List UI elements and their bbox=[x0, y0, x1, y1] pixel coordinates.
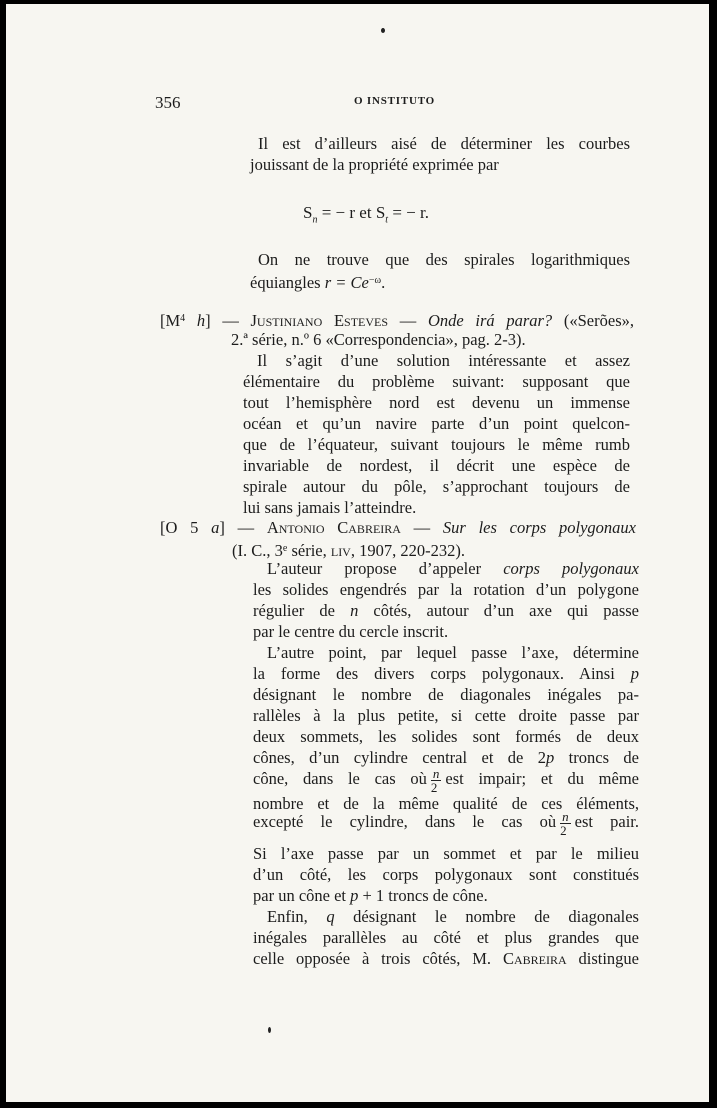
fraction-n-over-2-second: $\frac{n}{2}$ bbox=[560, 808, 569, 838]
entry1-body-2: élémentaire du problème suivant: supposant que bbox=[243, 372, 630, 391]
entry2-p2-line-5: deux sommets, les solides sont formés de deux bbox=[253, 727, 639, 746]
fraction-n-over-2: $\frac{n}{2}$ bbox=[430, 765, 440, 795]
entry2-p4-line-3: celle opposée à trois côtés, M. Cabreira distingue bbox=[253, 949, 639, 968]
entry1-body-7: spirale autour du pôle, s’approchant toujours de bbox=[243, 477, 630, 496]
ink-speck-bottom bbox=[268, 1027, 271, 1033]
entry2-ref: (I. C., 3e série, liv, 1907, 220-232). bbox=[232, 541, 465, 560]
entry1-body-3: tout l’hemisphère nord est devenu un immense bbox=[243, 393, 630, 412]
entry2-p2-line-7: cône, dans le cas où $\frac{n}{2}$ est impair; et du même bbox=[253, 765, 639, 795]
entry2-p1-line-3: régulier de n côtés, autour d’un axe qui passe bbox=[253, 601, 639, 620]
entry2-p2-line-8: nombre et de la même qualité de ces éléments, bbox=[253, 794, 639, 813]
entry1-header: [$M^4$ h] — Justiniano Esteves — Onde irá parar? («Serões», bbox=[160, 311, 634, 330]
intro-line-1: Il est d’ailleurs aisé de déterminer les courbes bbox=[258, 134, 630, 153]
ink-speck-top bbox=[381, 28, 385, 33]
entry2-p3-line-1: Si l’axe passe par un sommet et par le milieu bbox=[253, 844, 639, 863]
entry2-p2-line-6: cônes, d’un cylindre central et de 2p troncs de bbox=[253, 748, 639, 767]
entry1-body-5: que de l’équateur, suivant toujours le même rumb bbox=[243, 435, 630, 454]
entry2-p1-line-4: par le centre du cercle inscrit. bbox=[253, 622, 449, 641]
entry1-body-1: Il s’agit d’une solution intéressante et assez bbox=[257, 351, 630, 370]
intro-line-3: On ne trouve que des spirales logarithmiques bbox=[258, 250, 630, 269]
entry1-body-4: océan et qu’un navire parte d’un point quelcon- bbox=[243, 414, 630, 433]
entry2-p2-line-1: L’autre point, par lequel passe l’axe, détermine bbox=[267, 643, 639, 662]
entry2-p1-line-2: les solides engendrés par la rotation d’un polygone bbox=[253, 580, 639, 599]
page-number: 356 bbox=[155, 93, 181, 112]
entry1-ref: 2.ª série, n.º 6 «Correspondencia», pag. 2-3). bbox=[231, 330, 526, 349]
entry2-p2-line-2: la forme des divers corps polygonaux. Ainsi p bbox=[253, 664, 639, 683]
entry2-p3-line-3: par un cône et p + 1 troncs de cône. bbox=[253, 886, 488, 905]
entry2-p4-line-2: inégales parallèles au côté et plus grandes que bbox=[253, 928, 639, 947]
running-head: O INSTITUTO bbox=[354, 95, 436, 107]
entry1-body-8: lui sans jamais l’atteindre. bbox=[243, 498, 417, 517]
entry2-p3-line-2: d’un côté, les corps polygonaux sont constitués bbox=[253, 865, 639, 884]
entry1-body-6: invariable de nordest, il décrit une espèce de bbox=[243, 456, 630, 475]
entry2-p1-line-1: L’auteur propose d’appeler corps polygonaux bbox=[267, 559, 639, 578]
intro-line-2: jouissant de la propriété exprimée par bbox=[250, 155, 499, 174]
intro-line-4: équiangles $r = Ce^{-\omega}$. bbox=[250, 273, 386, 292]
entry2-p2-line-3: désignant le nombre de diagonales inégales pa- bbox=[253, 685, 639, 704]
entry2-header: [O 5 a] — Antonio Cabreira — Sur les corps polygonaux bbox=[160, 518, 637, 537]
entry2-p2-line-4: rallèles à la plus petite, si cette droite passe par bbox=[253, 706, 639, 725]
entry2-p2-line-9: excepté le cylindre, dans le cas où $\frac{n}{2}$ est pair. bbox=[253, 808, 639, 838]
entry2-p4-line-1: Enfin, q désignant le nombre de diagonales bbox=[267, 907, 639, 926]
equation: $S_n$ = − r et $S_t$ = − r. bbox=[303, 203, 429, 226]
